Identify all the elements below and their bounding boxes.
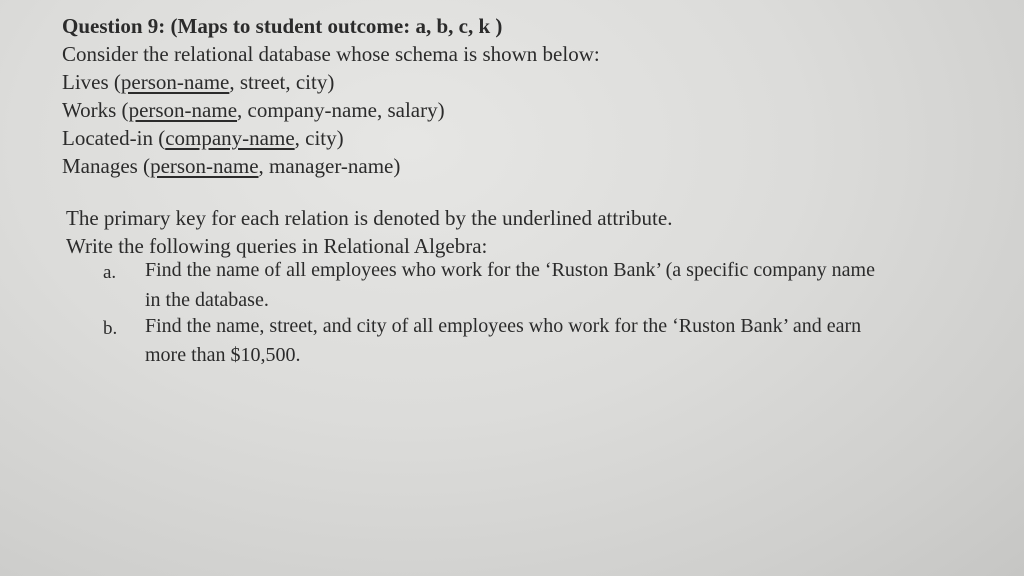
relation-key: person-name (128, 98, 238, 122)
question-title (62, 13, 502, 39)
relation-attributes: , street, city) (229, 70, 335, 94)
relation-attributes: , company-name, salary) (237, 98, 445, 122)
item-marker-b: b. (103, 318, 118, 339)
item-a-line2: in the database. (145, 289, 269, 311)
item-marker-a: a. (103, 262, 117, 283)
primary-key-note: The primary key for each relation is denoted by the underlined attribute. (66, 206, 673, 230)
relation-key: person-name (120, 70, 230, 94)
relation-name: Works ( (62, 98, 129, 122)
relation-key: person-name (150, 154, 259, 178)
intro-text: Consider the relational database whose schema is shown below: (62, 42, 600, 66)
relation-name: Located-in ( (62, 126, 166, 150)
item-a-line1: Find the name of all employees who work for the ‘Ruston Bank’ (a specific company name (145, 259, 875, 281)
relation-works (62, 97, 445, 123)
relation-manages (62, 153, 400, 179)
relation-name: Manages ( (62, 154, 151, 178)
item-b-line1: Find the name, street, and city of all employees who work for the ‘Ruston Bank’ and earn (145, 315, 862, 337)
relation-lives (62, 69, 334, 95)
relation-attributes: , manager-name) (258, 154, 401, 178)
relation-name: Lives ( (62, 70, 121, 94)
relation-attributes: , city) (294, 126, 344, 150)
item-b-line2: more than $10,500. (145, 344, 301, 366)
relation-located-in (62, 125, 344, 151)
instruction-text: Write the following queries in Relational Algebra: (66, 234, 488, 258)
relation-key: company-name (165, 126, 295, 150)
question-heading: Question 9: (62, 14, 166, 38)
question-outcome: (Maps to student outcome: a, b, c, k ) (170, 14, 503, 38)
